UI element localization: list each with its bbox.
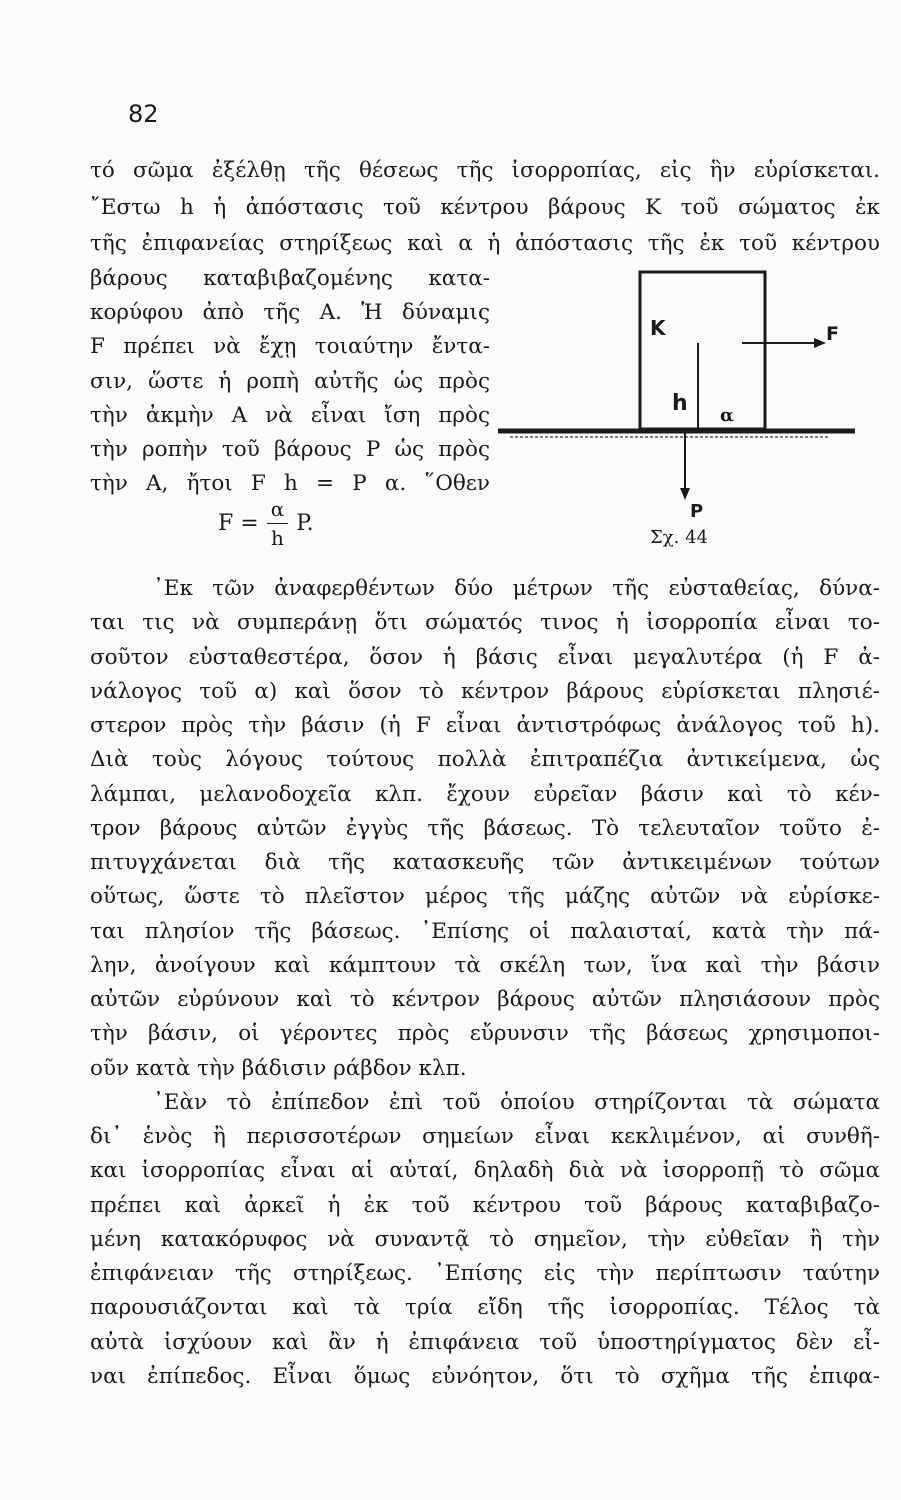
label-h: h <box>672 391 688 416</box>
text-line: και ἰσορροπίας εἶναι αἱ αὐταί, δηλαδὴ διὰ νὰ ἰσορροπῇ τὸ σῶμα <box>90 1158 880 1183</box>
paragraph-start: ᾽Εκ τῶν ἀναφερθέντων δύο μέτρων τῆς εὐσταθείας, δύνα- <box>153 576 880 601</box>
text-line: ται πλησίον τῆς βάσεως. ᾽Επίσης οἱ παλαισταί, κατὰ τὴν πά- <box>90 919 880 944</box>
text-line: ναι ἐπίπεδος. Εἶναι ὅμως εὐνόητον, ὅτι τὸ σχῆμα τῆς ἐπιφα- <box>90 1364 880 1389</box>
text-line: πρέπει καὶ ἀρκεῖ ἡ ἐκ τοῦ κέντρου τοῦ βάρους καταβιβαζο- <box>90 1193 880 1218</box>
text-line: τὴν βάσιν, οἱ γέροντες πρὸς εὔρυνσιν τῆς βάσεως χρησιμοποι- <box>90 1021 880 1046</box>
text-line: στερον πρὸς τὴν βάσιν (ἡ F εἶναι ἀντιστρόφως ἀνάλογος τοῦ h). <box>90 713 880 738</box>
text-line: τρον βάρους αὐτῶν ἐγγὺς τῆς βάσεως. Τὸ τελευταῖον τοῦτο ἐ- <box>90 816 880 841</box>
text-line: δι᾽ ἑνὸς ἢ περισσοτέρων σημείων εἶναι κεκλιμένον, αἱ συνθῆ- <box>90 1124 880 1149</box>
formula-numerator: α <box>267 497 289 524</box>
text-line: τῆς ἐπιφανείας στηρίξεως καὶ α ἡ ἀπόστασις τῆς ἐκ τοῦ κέντρου <box>90 231 880 256</box>
label-k: K <box>650 316 666 340</box>
text-line: ἐπιφάνειαν τῆς στηρίξεως. ᾽Επίσης εἰς τὴν περίπτωσιν ταύτην <box>90 1261 880 1286</box>
text-line: τὴν Α, ἤτοι F h = P α. ῞Οθεν <box>90 471 490 496</box>
text-line: ῎Εστω h ἡ ἀπόστασις τοῦ κέντρου βάρους Κ τοῦ σώματος ἐκ <box>90 195 880 220</box>
figure-caption: Σχ. 44 <box>650 527 708 548</box>
body-rectangle <box>640 272 765 429</box>
text-line: Διὰ τοὺς λόγους τούτους πολλὰ ἐπιτραπέζια ἀντικείμενα, ὡς <box>90 747 880 772</box>
formula-denominator: h <box>271 526 284 550</box>
label-p: P <box>690 501 704 522</box>
text-line: πιτυγχάνεται διὰ τῆς κατασκευῆς τῶν ἀντικειμένων τούτων <box>90 850 880 875</box>
text-line: μένη κατακόρυφος νὰ συναντᾷ τὸ σημεῖον, τὴν εὐθεῖαν ἢ τὴν <box>90 1227 880 1252</box>
text-line: ται τις νὰ συμπεράνῃ ὅτι σώματός τινος ἡ ἰσορροπία εἶναι το- <box>90 610 880 635</box>
text-line: αὐτὰ ἰσχύουν καὶ ἂν ἡ ἐπιφάνεια τοῦ ὑποστηρίγματος δὲν εἶ- <box>90 1330 880 1355</box>
text-line: σιν, ὥστε ἡ ροπὴ αὐτῆς ὡς πρὸς <box>90 369 490 394</box>
text-line: λάμπαι, μελανοδοχεῖα κλπ. ἔχουν εὐρεῖαν βάσιν καὶ τὸ κέν- <box>90 782 880 807</box>
formula-fraction <box>267 497 289 550</box>
text-line: οῦν κατὰ τὴν βάδισιν ράβδον κλπ. <box>90 1056 467 1081</box>
text-line: βάρους καταβιβαζομένης κατα- <box>90 266 490 291</box>
text-line: λην, ἀνοίγουν καὶ κάμπτουν τὰ σκέλη των, ἵνα καὶ τὴν βάσιν <box>90 953 880 978</box>
text-line: F πρέπει νὰ ἔχῃ τοιαύτην ἔντα- <box>90 334 490 359</box>
paragraph-start: ᾽Εὰν τὸ ἐπίπεδον ἐπὶ τοῦ ὁποίου στηρίζονται τὰ σώματα <box>153 1090 880 1115</box>
force-f-arrowhead <box>814 338 826 348</box>
page-number: 82 <box>128 100 159 128</box>
formula-lhs: F = <box>218 511 259 536</box>
text-line: νάλογος τοῦ α) καὶ ὅσον τὸ κέντρον βάρους εὑρίσκεται πλησιέ- <box>90 679 880 704</box>
text-line: τό σῶμα ἐξέλθῃ τῆς θέσεως τῆς ἰσορροπίας, εἰς ἣν εὑρίσκεται. <box>90 158 880 183</box>
formula <box>218 497 314 550</box>
text-line: αὐτῶν εὐρύνουν καὶ τὸ κέντρον βάρους αὐτῶν πλησιάσουν πρὸς <box>90 987 880 1012</box>
text-line: τὴν ἀκμὴν Α νὰ εἶναι ἴση πρὸς <box>90 403 490 428</box>
text-line: οὕτως, ὥστε τὸ πλεῖστον μέρος τῆς μάζης αὐτῶν νὰ εὑρίσκε- <box>90 884 880 909</box>
formula-rhs: P. <box>296 511 314 536</box>
label-f: F <box>826 323 839 345</box>
text-line: τὴν ροπὴν τοῦ βάρους P ὡς πρὸς <box>90 437 490 462</box>
text-line: σοῦτον εὐσταθεστέρα, ὅσον ἡ βάσις εἶναι μεγαλυτέρα (ἡ F ἀ- <box>90 645 880 670</box>
weight-p-arrowhead <box>680 488 690 500</box>
text-line: κορύφου ἀπὸ τῆς Α. Ἡ δύναμις <box>90 300 490 325</box>
text-line: παρουσιάζονται καὶ τὰ τρία εἴδη τῆς ἰσορροπίας. Τέλος τὰ <box>90 1295 880 1320</box>
figure-44 <box>490 255 890 525</box>
label-alpha: α <box>720 405 734 426</box>
